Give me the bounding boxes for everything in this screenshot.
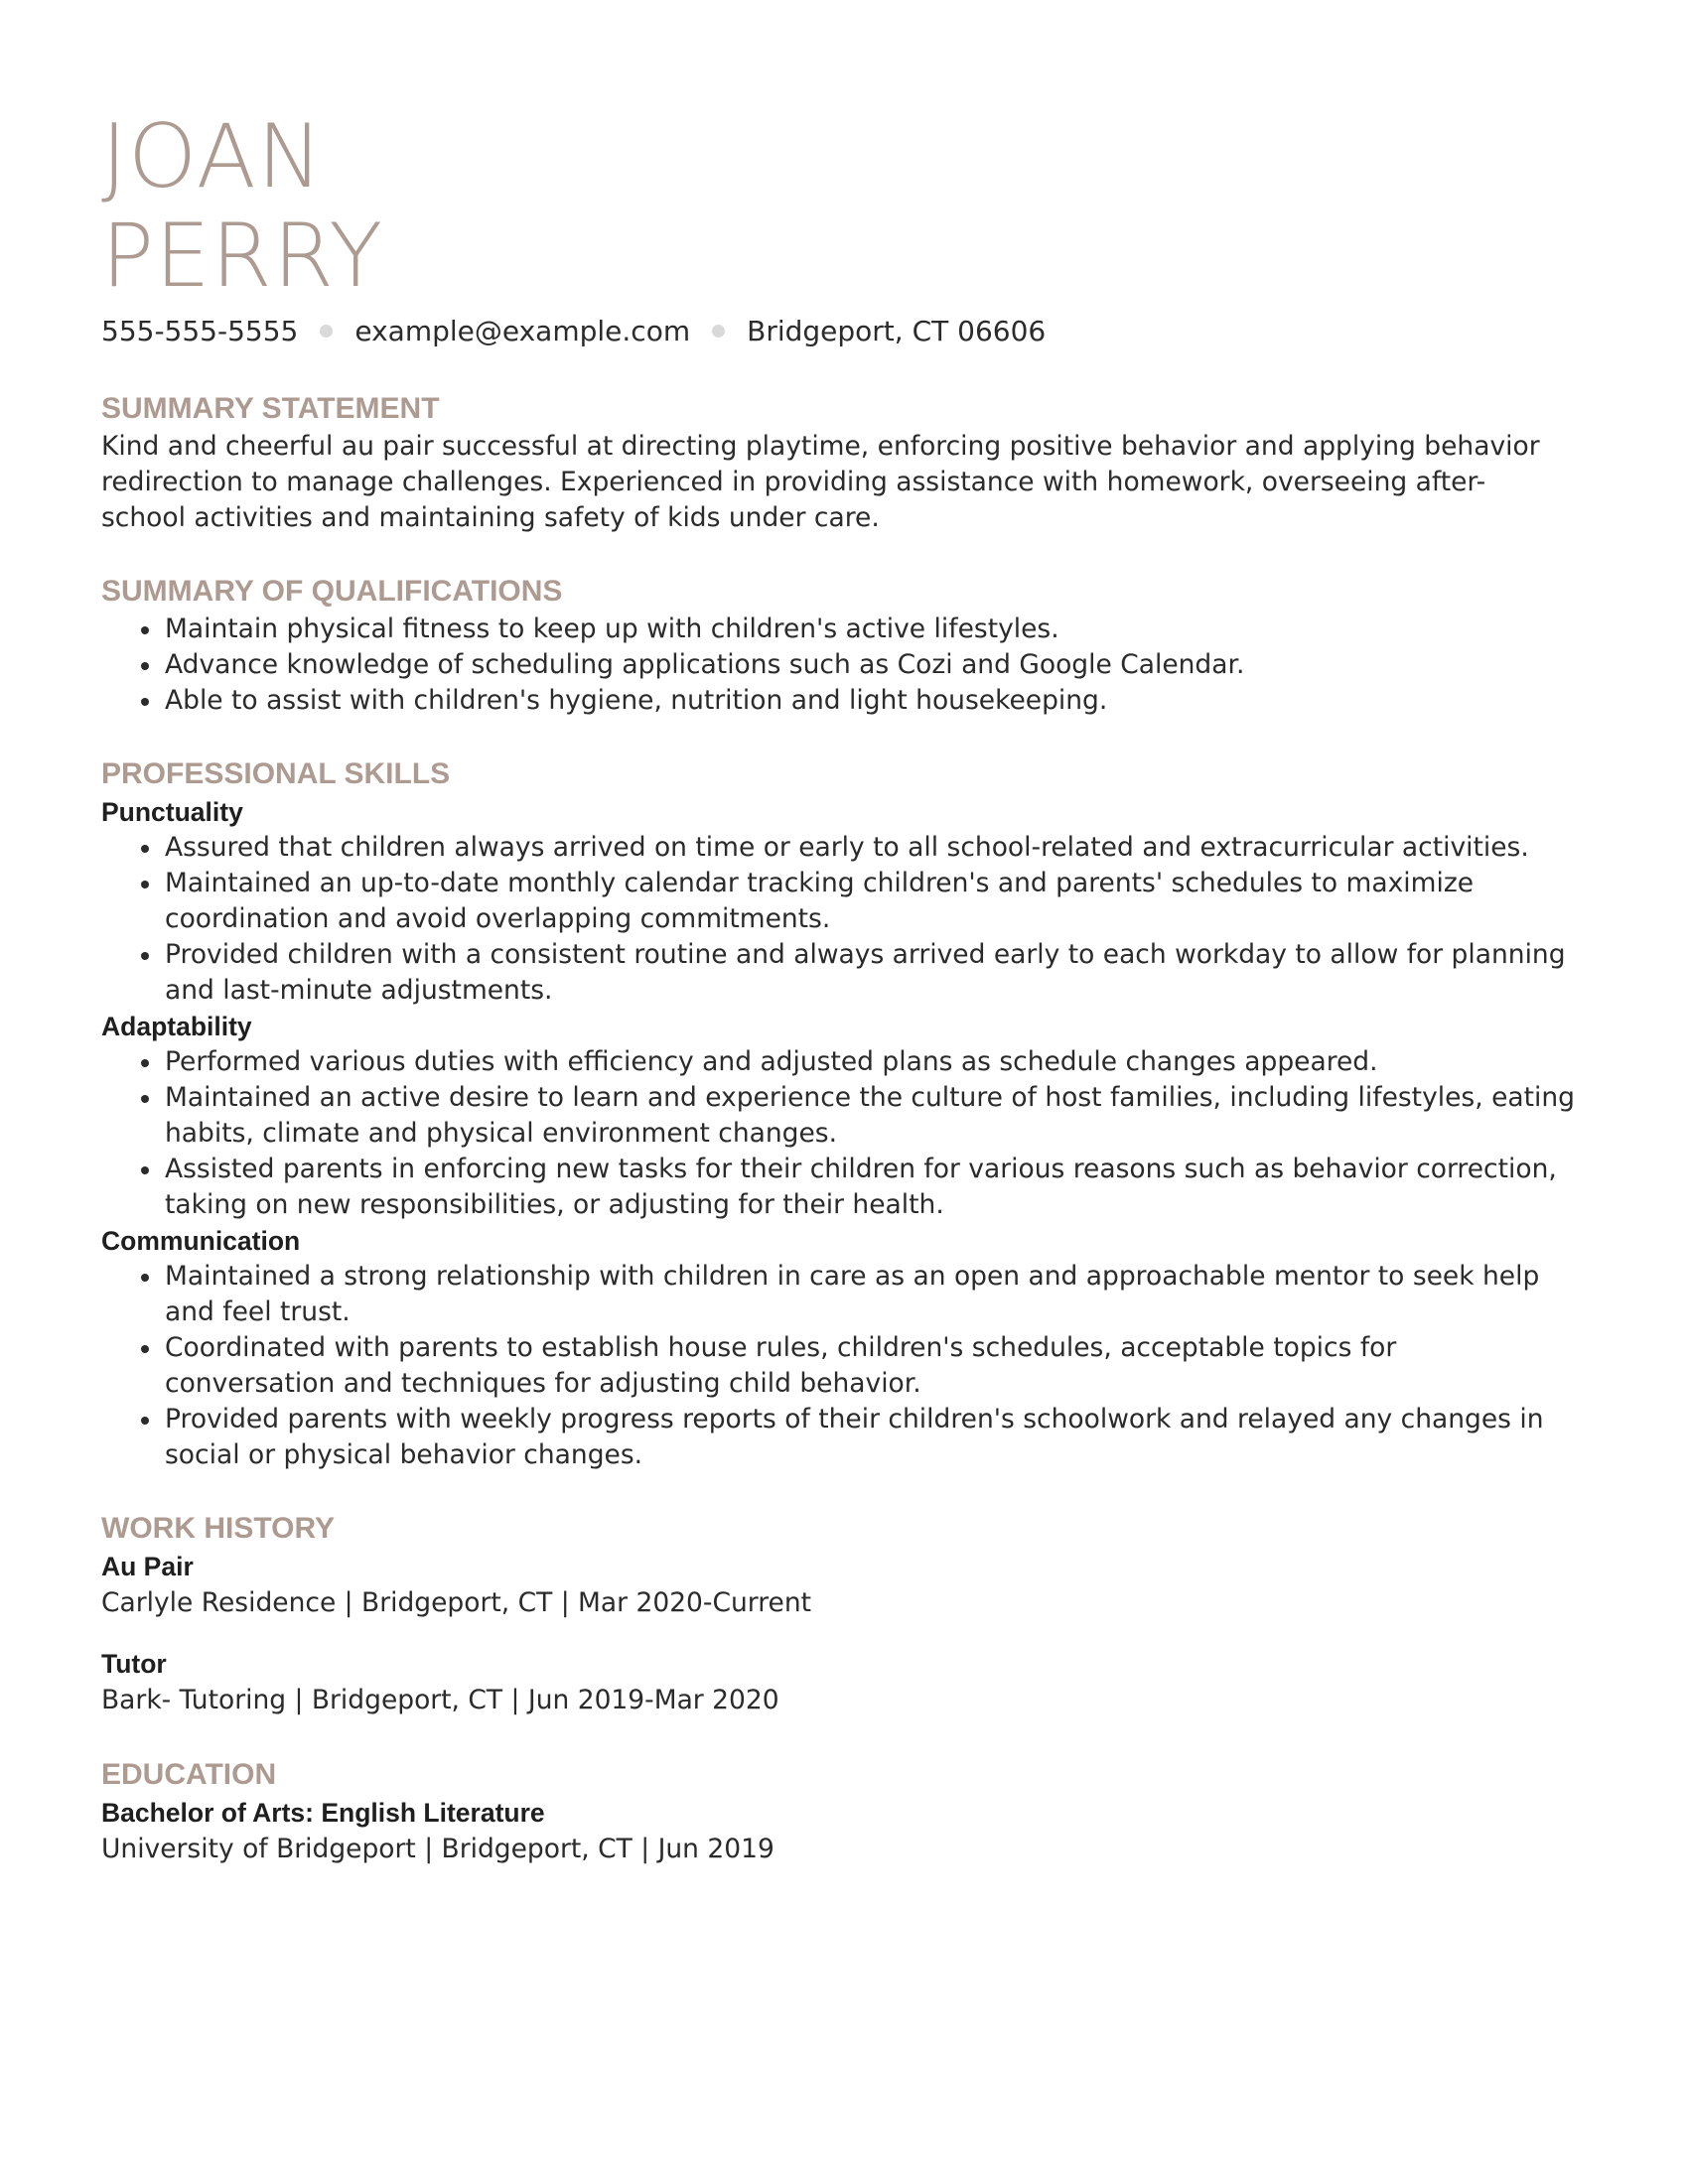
list-item: Maintained an active desire to learn and experience the culture of host families, including lifestyles, eating habits, climate and physical environment changes. — [101, 1080, 1591, 1152]
resume-content — [101, 107, 1591, 1868]
location: Bridgeport, CT 06606 — [747, 315, 1047, 347]
bullet-icon — [141, 952, 149, 960]
list-item: Assured that children always arrived on time or early to all school-related and extracurricular activities. — [101, 830, 1591, 866]
last-name: PERRY — [101, 205, 384, 307]
bullet-icon — [141, 1417, 149, 1425]
qualifications-section — [101, 572, 1591, 719]
bullet-icon — [141, 1059, 149, 1067]
education-details: University of Bridgeport | Bridgeport, CT | Jun 2019 — [101, 1834, 774, 1864]
contact-line — [101, 312, 1591, 351]
work-section — [101, 1509, 1591, 1719]
list-item: Maintained a strong relationship with children in care as an open and approachable mentor to seek help and feel trust. — [101, 1259, 1591, 1330]
list-item: Provided children with a consistent routine and always arrived early to each workday to allow for planning and last-minute adjustments. — [101, 937, 1591, 1009]
bullet-icon — [141, 1345, 149, 1353]
separator-dot — [320, 325, 333, 338]
list-item: Provided parents with weekly progress reports of their children's schoolwork and relayed any changes in social or physical behavior changes. — [101, 1402, 1591, 1473]
job-details: Bark- Tutoring | Bridgeport, CT | Jun 2019-Mar 2020 — [101, 1685, 779, 1715]
bullet-icon — [141, 1166, 149, 1174]
list-item: Able to assist with children's hygiene, nutrition and light housekeeping. — [101, 683, 1591, 719]
job-title: Au Pair — [101, 1552, 194, 1581]
summary-section — [101, 389, 1591, 536]
bullet-icon — [141, 698, 149, 706]
first-name: JOAN — [101, 105, 324, 207]
list-item: Coordinated with parents to establish house rules, children's schedules, acceptable topics for conversation and techniques for adjusting child behavior. — [101, 1330, 1591, 1402]
list-item: Maintain physical fitness to keep up with children's active lifestyles. — [101, 612, 1591, 647]
degree: Bachelor of Arts: English Literature — [101, 1798, 545, 1828]
bullet-icon — [141, 662, 149, 670]
candidate-name — [101, 107, 1591, 306]
bullet-icon — [141, 1274, 149, 1282]
skill-group-list — [101, 1259, 1591, 1473]
summary-line: school activities and maintaining safety of kids under care. — [101, 502, 880, 533]
section-title-qualifications: SUMMARY OF QUALIFICATIONS — [101, 575, 563, 608]
skill-group-title: Punctuality — [101, 797, 243, 827]
list-item: Assisted parents in enforcing new tasks for their children for various reasons such as behavior correction, taking on new responsibilities, or adjusting for their health. — [101, 1152, 1591, 1223]
summary-text — [101, 429, 1591, 536]
summary-line: redirection to manage challenges. Experienced in providing assistance with homework, overseeing after- — [101, 467, 1486, 497]
section-title-work: WORK HISTORY — [101, 1512, 336, 1545]
qualifications-list — [101, 612, 1591, 719]
list-item: Advance knowledge of scheduling applications such as Cozi and Google Calendar. — [101, 647, 1591, 683]
skill-group-title: Communication — [101, 1226, 301, 1256]
section-title-education: EDUCATION — [101, 1758, 277, 1791]
summary-line: Kind and cheerful au pair successful at directing playtime, enforcing positive behavior and applying behavior — [101, 431, 1540, 462]
skill-group-title: Adaptability — [101, 1012, 252, 1041]
bullet-icon — [141, 1095, 149, 1103]
phone: 555-555-5555 — [101, 315, 299, 347]
job-details: Carlyle Residence | Bridgeport, CT | Mar 2020-Current — [101, 1587, 812, 1618]
list-item: Performed various duties with efficiency and adjusted plans as schedule changes appeared. — [101, 1044, 1591, 1080]
section-title-skills: PROFESSIONAL SKILLS — [101, 757, 451, 790]
bullet-icon — [141, 845, 149, 853]
bullet-icon — [141, 881, 149, 888]
email: example@example.com — [354, 315, 691, 347]
skill-group-list — [101, 1044, 1591, 1223]
bullet-icon — [141, 626, 149, 634]
skill-group-list — [101, 830, 1591, 1009]
job-title: Tutor — [101, 1649, 167, 1679]
list-item: Maintained an up-to-date monthly calendar tracking children's and parents' schedules to maximize coordination and avoid overlapping commitments. — [101, 866, 1591, 937]
separator-dot — [712, 325, 725, 338]
education-section — [101, 1755, 1591, 1868]
skills-section — [101, 754, 1591, 1473]
section-title-summary: SUMMARY STATEMENT — [101, 392, 440, 425]
